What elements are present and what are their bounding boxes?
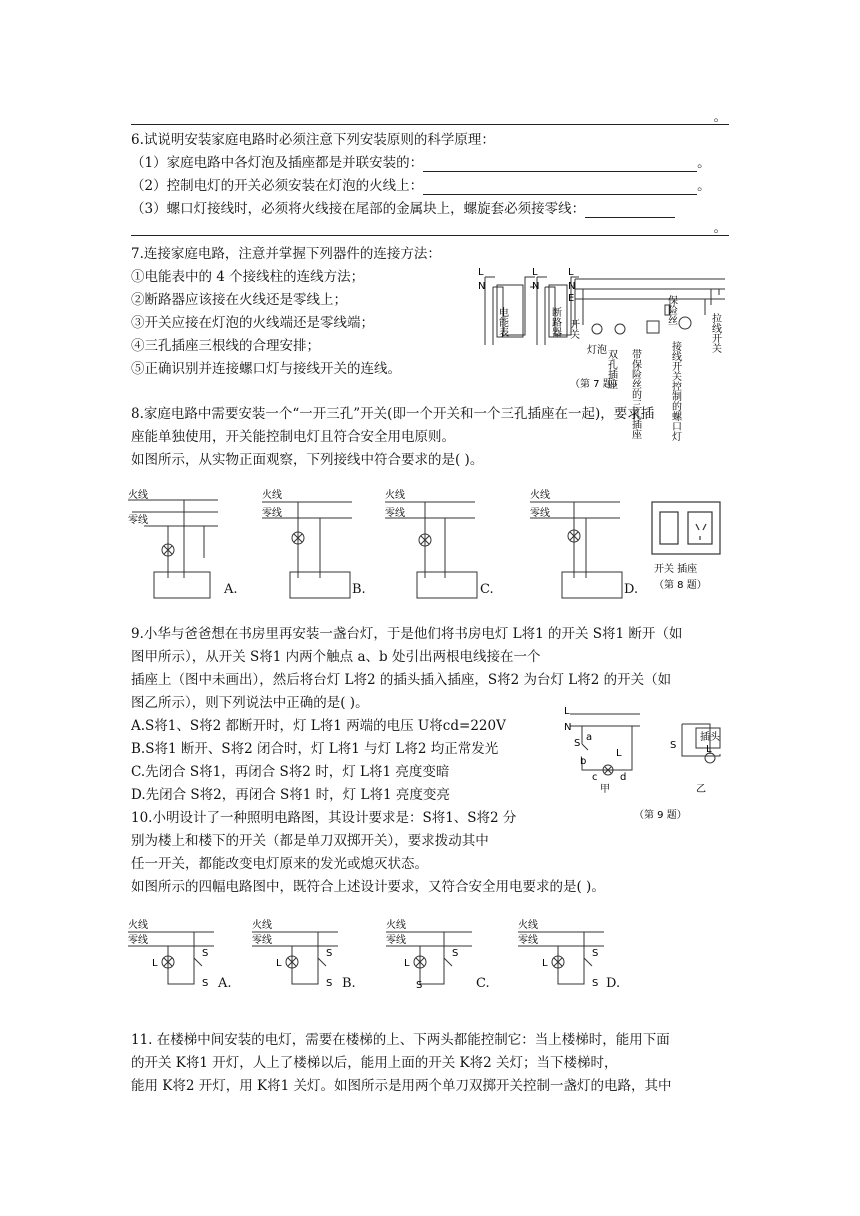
q10-line-2: 别为楼上和楼下的开关（都是单刀双掷开关），要求拨动其中 bbox=[131, 833, 489, 849]
q7-stem: 7.连接家庭电路，注意并掌握下列器件的连接方法： bbox=[131, 246, 441, 262]
q7-item-5: ⑤正确识别并连接螺口灯与接线开关的连线。 bbox=[131, 361, 401, 377]
svg-text:S: S bbox=[326, 948, 333, 959]
svg-text:L: L bbox=[478, 267, 484, 278]
svg-text:N: N bbox=[568, 281, 576, 292]
svg-text:火线: 火线 bbox=[386, 920, 406, 931]
q8-stem-3: 如图所示，从实物正面观察，下列接线中符合要求的是( )。 bbox=[131, 452, 484, 468]
svg-text:零线: 零线 bbox=[262, 508, 282, 519]
q6-item-3: （3）螺口灯接线时，必须将火线接在尾部的金属块上，螺旋套必须接零线： bbox=[131, 200, 675, 218]
q8-option-d: D. bbox=[624, 582, 639, 597]
q8-stem-2: 座能单独使用，开关能控制电灯且符合安全用电原则。 bbox=[131, 429, 455, 445]
svg-text:L: L bbox=[542, 958, 548, 969]
q10-line-1: 10.小明设计了一种照明电路图，其设计要求是：S将1、S将2 分 bbox=[131, 810, 517, 826]
svg-text:L: L bbox=[152, 958, 158, 969]
q7-item-1: ①电能表中的 4 个接线柱的连线方法； bbox=[131, 269, 365, 285]
q11-line-3: 能用 K将2 开灯，用 K将1 关灯。如图所示是用两个单刀双掷开关控制一盏灯的电路，其中 bbox=[131, 1078, 672, 1094]
q8-option-b: B. bbox=[352, 582, 366, 597]
q8-option-b-figure bbox=[262, 488, 362, 600]
q10-option-d-figure bbox=[518, 916, 621, 991]
q10-option-b: B. bbox=[342, 976, 356, 991]
svg-text:开关 插座: 开关 插座 bbox=[654, 564, 698, 575]
svg-text:零线: 零线 bbox=[128, 515, 148, 526]
q8-option-a: A. bbox=[224, 582, 238, 597]
svg-text:火线: 火线 bbox=[128, 920, 148, 931]
q11-line-2: 的开关 K将1 开灯，人上了楼梯以后，能用上面的开关 K将2 关灯；当下楼梯时， bbox=[131, 1055, 618, 1071]
svg-text:N: N bbox=[564, 722, 572, 733]
svg-text:S: S bbox=[670, 740, 677, 751]
q7-figure bbox=[475, 265, 735, 441]
q9-option-b: B.S将1 断开、S将2 闭合时，灯 L将1 与灯 L将2 均正常发光 bbox=[131, 741, 499, 757]
svg-text:乙: 乙 bbox=[696, 784, 706, 795]
q9-option-d: D.先闭合 S将2，再闭合 S将1 时，灯 L将1 亮度变亮 bbox=[131, 787, 450, 803]
svg-text:L: L bbox=[276, 958, 282, 969]
q10-option-c: C. bbox=[476, 976, 490, 991]
q9-figure bbox=[560, 700, 740, 824]
svg-text:S: S bbox=[592, 948, 599, 959]
svg-text:断路器: 断路器 bbox=[549, 307, 561, 337]
svg-text:火线: 火线 bbox=[128, 490, 148, 501]
svg-text:S: S bbox=[326, 978, 333, 989]
svg-text:接线开关控制的螺口灯: 接线开关控制的螺口灯 bbox=[669, 341, 681, 441]
svg-text:插头: 插头 bbox=[700, 732, 720, 743]
previous-answer-line bbox=[131, 104, 729, 125]
svg-text:L: L bbox=[616, 748, 622, 759]
svg-text:S: S bbox=[452, 948, 459, 959]
svg-text:（第 8 题）: （第 8 题） bbox=[654, 580, 707, 591]
svg-text:零线: 零线 bbox=[385, 508, 405, 519]
svg-text:L: L bbox=[568, 267, 574, 278]
q10-option-a-figure bbox=[128, 916, 228, 990]
svg-text:S: S bbox=[592, 978, 599, 989]
q8-stem-1: 8.家庭电路中需要安装一个“一开三孔”开关(即一个开关和一个三孔插座在一起)，要求插 bbox=[131, 406, 655, 422]
q8-option-d-figure bbox=[530, 488, 630, 600]
svg-text:灯泡: 灯泡 bbox=[587, 345, 607, 356]
svg-text:S: S bbox=[574, 738, 581, 749]
q10-line-4: 如图所示的四幅电路图中，既符合上述设计要求，又符合安全用电要求的是( )。 bbox=[131, 879, 605, 895]
svg-text:E: E bbox=[568, 293, 575, 304]
q9-line-2: 图甲所示），从开关 S将1 内两个触点 a、b 处引出两根电线接在一个 bbox=[131, 649, 541, 665]
svg-text:火线: 火线 bbox=[262, 490, 282, 501]
svg-text:零线: 零线 bbox=[386, 935, 406, 946]
svg-text:b: b bbox=[580, 756, 587, 767]
svg-text:（第 7 题）: （第 7 题） bbox=[570, 379, 623, 390]
q10-option-c-figure bbox=[386, 916, 486, 990]
svg-text:火线: 火线 bbox=[518, 920, 538, 931]
svg-text:双孔插座: 双孔插座 bbox=[605, 349, 617, 389]
svg-text:零线: 零线 bbox=[128, 935, 148, 946]
svg-text:a: a bbox=[586, 732, 593, 743]
svg-text:N: N bbox=[532, 281, 540, 292]
svg-text:零线: 零线 bbox=[252, 935, 272, 946]
q6-stem: 6.试说明安装家庭电路时必须注意下列安装原则的科学原理： bbox=[131, 132, 495, 148]
svg-text:N: N bbox=[478, 281, 486, 292]
svg-text:保险丝: 保险丝 bbox=[665, 295, 677, 325]
q7-item-2: ②断路器应该接在火线还是零线上； bbox=[131, 292, 347, 308]
q8-option-c: C. bbox=[480, 582, 494, 597]
svg-text:甲: 甲 bbox=[600, 784, 610, 795]
svg-text:S: S bbox=[202, 948, 209, 959]
svg-text:开关: 开关 bbox=[567, 319, 579, 339]
svg-text:零线: 零线 bbox=[518, 935, 538, 946]
q8-option-c-figure bbox=[385, 488, 485, 600]
svg-text:火线: 火线 bbox=[385, 490, 405, 501]
svg-text:S: S bbox=[202, 978, 209, 989]
q8-switch-socket-figure bbox=[648, 498, 724, 594]
svg-text:S: S bbox=[416, 980, 423, 991]
q7-item-4: ④三孔插座三根线的合理安排； bbox=[131, 338, 320, 354]
svg-text:电能表: 电能表 bbox=[496, 307, 508, 337]
q9-line-1: 9.小华与爸爸想在书房里再安装一盏台灯，于是他们将书房电灯 L将1 的开关 S将1 断开（如 bbox=[131, 626, 683, 642]
svg-text:L: L bbox=[404, 958, 410, 969]
q7-item-3: ③开关应接在灯泡的火线端还是零线端； bbox=[131, 315, 374, 331]
svg-text:火线: 火线 bbox=[252, 920, 272, 931]
svg-text:L: L bbox=[564, 706, 570, 717]
q9-option-a: A.S将1、S将2 都断开时，灯 L将1 两端的电压 U将cd=220V bbox=[131, 718, 506, 734]
q9-line-4: 图乙所示），则下列说法中正确的是( )。 bbox=[131, 695, 369, 711]
q6-answer-line: 。 bbox=[131, 215, 729, 236]
svg-text:L: L bbox=[532, 267, 538, 278]
end-mark: 。 bbox=[713, 109, 727, 125]
svg-text:拉线开关: 拉线开关 bbox=[709, 313, 721, 353]
q6-item-1: （1）家庭电路中各灯泡及插座都是并联安装的： 。 bbox=[131, 155, 711, 171]
q11-line-1: 11. 在楼梯中间安装的电灯，需要在楼梯的上、下两头都能控制它：当上楼梯时，能用下面 bbox=[131, 1032, 670, 1048]
q9-line-3: 插座上（图中未画出），然后将台灯 L将2 的插头插入插座，S将2 为台灯 L将2 的开关（如 bbox=[131, 672, 672, 688]
q10-option-b-figure bbox=[252, 916, 352, 990]
svg-text:火线: 火线 bbox=[530, 490, 550, 501]
q10-option-a: A. bbox=[218, 976, 232, 991]
q9-option-c: C.先闭合 S将1，再闭合 S将2 时，灯 L将1 亮度变暗 bbox=[131, 764, 450, 780]
svg-text:c: c bbox=[592, 772, 598, 783]
svg-text:零线: 零线 bbox=[530, 508, 550, 519]
q10-option-d: D. bbox=[606, 976, 621, 991]
q10-line-3: 任一开关，都能改变电灯原来的发光或熄灭状态。 bbox=[131, 856, 428, 872]
svg-text:带保险丝的三孔插座: 带保险丝的三孔插座 bbox=[629, 349, 641, 439]
q6-item-2: （2）控制电灯的开关必须安装在灯泡的火线上： 。 bbox=[131, 178, 711, 194]
svg-text:（第 9 题）: （第 9 题） bbox=[634, 810, 687, 821]
svg-text:d: d bbox=[620, 772, 627, 783]
svg-text:L: L bbox=[706, 744, 712, 755]
